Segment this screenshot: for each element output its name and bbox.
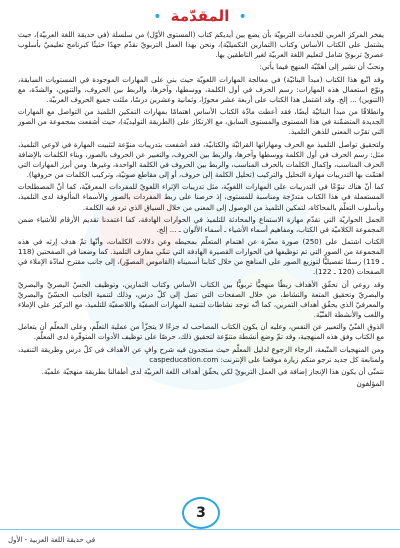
title-area [0, 6, 400, 25]
paragraph: وقد اتّبع هذا الكتاب (مبدأ البنائيّة) في معالجة المهارات اللغويّة حيث بني على المهارات الموجودة في المستويات السابقة، ونوّع استعمال هذه المهارات: رسم الحرف في أول الكلمة، ووسطها، وآخرها، والربط بين الحروف، والتنوين، والشدّة، مع (التنوين) ... إلخ. وقد اشتمل هذا الكتاب على أربعة عشر محورًا، وثمانية وعشرين درسًا، ملئت جميع الحروف العربيّة. [18, 74, 384, 104]
paragraph: وانطلاقًا من مبدأ البنائيّة أيضًا، فقد أعطت مادّة الكتاب الأساس اهتمامًا بمهارات التمكين التلميذ من التواصل مع المهارات الجديدة المتضمّنة في هذا المستوى والمستوى السابق، مع الارتكاز على (الطريقة التوليديّة)، حيث أشفعت بمجموعة من الصور التي تقرّب المعنى للذهن التلميذ. [18, 107, 384, 137]
footer-book-title: في حديقة اللغة العربية - الأول [8, 536, 96, 544]
paragraph: ومن المنهجيات المتّبعة، الرجاء الرجوع لدليل المعلّم حيث ستجدون فيه شرح وافٍ عن الأهداف في كلّ درس وطريقة التنفيذ، ولمتابعة كل جديد نرجو منكم زيارة موقعنا على الإنترنت: caspeducation.com [18, 344, 384, 364]
introduction-body [18, 30, 384, 389]
page-title: المقدّمة [170, 7, 230, 25]
paragraph: وقد روعي أن تحقّق الأهداف ربطًا منهجيًّا تربويًّا بين الكتاب الأساس وكتاب التمارين، وتوظيف الحسّ البصريّ والبصريّ والبصريّ وتحقيق المتعة والنشاط، من خلال الصفحات التي تصل إلى كلّ درس، وذلك لتنمية الجانب الحسّيّ والبصريّ والمعرفيّ الذي يحقّق أهداف التمرين، كما أنّه توجد نشاطات لتنمية المهارات الصفيّة واللاصفيّة للتلميذ، مع التركيز على الإملاء واللعب والأنشطة الفنّيّة. [18, 279, 384, 320]
footer [0, 529, 400, 548]
paragraph: ونحبّ أن نشير إلى أهمّيّة المنهج فيما يأتي: [259, 62, 384, 72]
title-ornament-left-icon: • [153, 9, 162, 25]
paragraph: كما أنّ هناك تنوّعًا في التدريبات على المهارات اللغويّة، مثل تدريبات الإثراء اللغويّ للمفردات المعرفيّة، كما أنّ المصطلحات المستعملة في هذا الكتاب متدرّجة ومناسبة للمستوى، إذ حرصنا على ربط المفردات بالصور والأسماء المألوفة لدى التلميذ، وبأسلوب التعلّم بالمحاكاة، لتمكين التلميذ من الوصول إلى المعنى من خلال السياق الذي ترد فيه الكلمة. [18, 182, 384, 212]
paragraph: الكتاب اشتمل على (250) صورة معبّرة عن اهتمام المتعلّم بمحيطه وعن دلالات الكلمات، وأنّها تمّ هدف إرثه في هذه المجموعة من الصور التي تم توظيفها في الحوارات القصيرة الهادفة التي تنمّي معارف التلميذ. كما وضعنا في الصفحتين (118 ـ 119) رسمًا تفصيليًّا لتوزيع الصور على المناهج من خلال كتابنا أسميناه (القاموس المصوّر)، إلى جانب مقترح لمادّة الإملاء في الصفحات (120 ـ 122). [18, 236, 384, 277]
paragraph: يفخر المركز العربي للخدمات التربويّة بأن يضع بين أيديكم كتاب (المستوى الأوّل) من سلسلة (في حديقة اللغة العربيّة)، حيث يشتمل على الكتاب الأساس وكتاب (التمارين التكميليّة)، ونحن بهذا العمل التربويّ نقدّم جهدًا حثيثًا كبرنامج تعليميّ بأسلوب عصريّ تربويّ شامل لتعليم اللغة العربيّة لغير الناطقين بها. [18, 30, 384, 60]
signature: المؤلفون [356, 379, 384, 388]
paragraph: نتمنّى أن يكون هذا الإنجاز إضافة في العمل التربويّ لكي يحقّق أهداف اللغة العربيّة لدى أطفالنا بطريقة منهجيّة علميّة. [41, 366, 384, 376]
paragraph: الذوق الفنّيّ والتعبير عن النفس، وعليه أن يكون الكتاب المصاحب له جزءًا لا يتجزّأ من عملية التعلّم، وعلى المعلّم أن يتعامل مع الكتاب وفق هذه المنهجية، وقد تمّ وضع أنشطة متنوّعة لتحقيق ذلك، حرصًا على توظيف الأدوات المتوفّرة لدى المعلّم. [18, 322, 384, 342]
paragraph: الجمل الحواريّة التي تقدّم مهارة الاستماع والمحادثة للتلميذ في الحوارات الهادفة، كما اعتمدنا تقديم الأرقام للأشياء ضمن المجموعة الكلاميّة في الكتاب، ومفاهيم أسماء الأشياء ـ أسماء الألوان ـ ... إلخ. [18, 214, 384, 234]
page-number: 3 [196, 505, 206, 521]
page-number-badge [182, 497, 218, 527]
paragraph: ولتحقيق تواصل التلميذ مع الحرف ومهاراتها القرائيّة والكتابيّة، فقد أشفعت بتدريبات منوّعة لتثبيت المهارة في لاوعي التلميذ، مثل: رسم الحرف في أول الكلمة ووسطها وآخرها، والربط بين الحروف، والتعبير عن الحروف بالصور، وبناء الكلمات بالإضافة الحرف المناسب، وإكمال الكلمات بالحرف المناسب، والربط بين الحروف في الكلمة الواحدة، وغيرها. ومن أبرز المهارات التي اهتمّت بها التدريبات مهارة التحليل والتركيب (تحليل الكلمة إلى حروف، أو إلى مقاطع صوتيّة، وتركيب الكلمات من حروفها). [18, 139, 384, 180]
title-ornament-right-icon: • [238, 9, 247, 25]
